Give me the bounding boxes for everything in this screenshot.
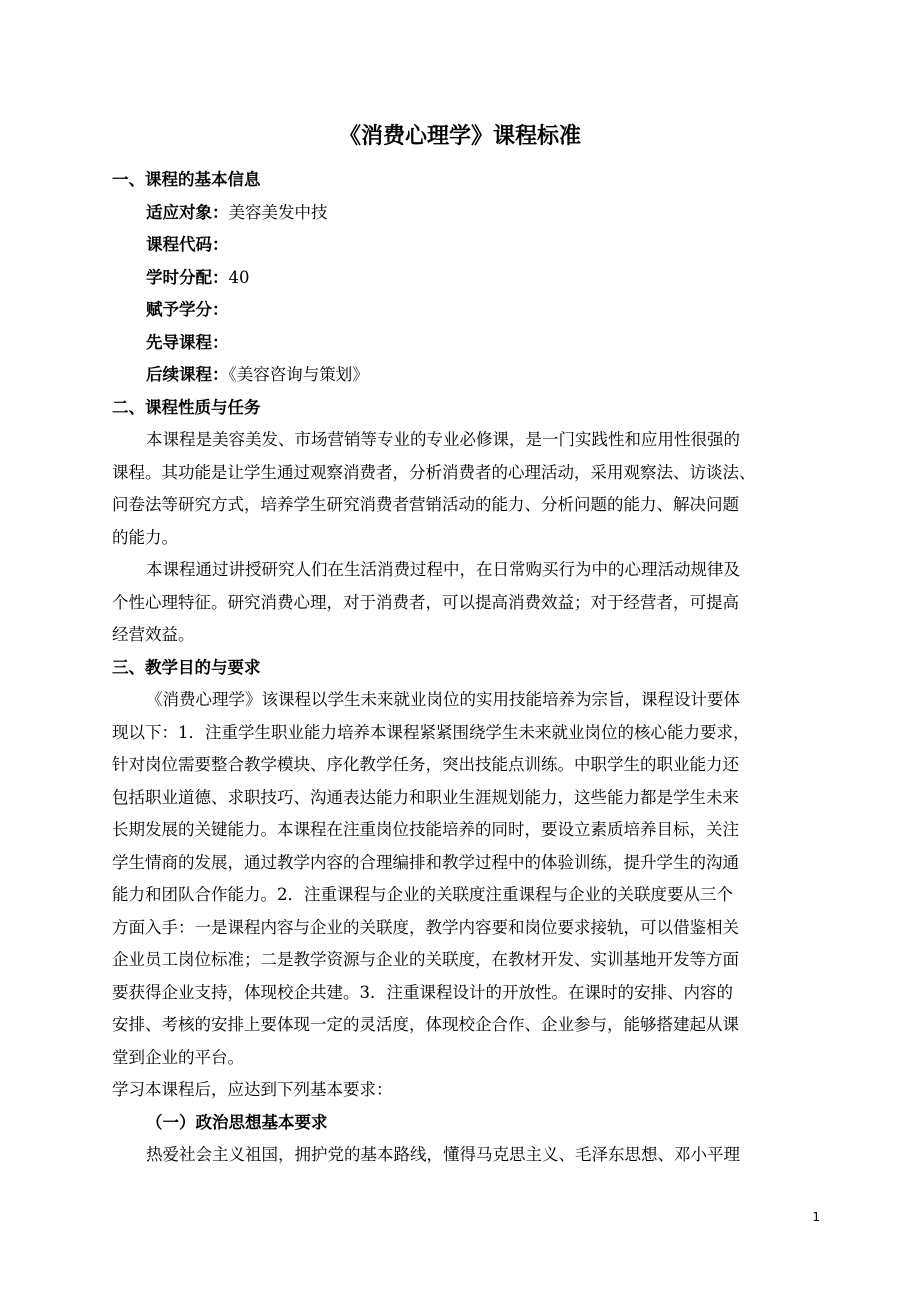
info-label: 先导课程： — [146, 332, 229, 352]
info-value: 美容美发中技 — [228, 202, 328, 222]
paragraph-line: 热爱社会主义祖国，拥护党的基本路线，懂得马克思主义、毛泽东思想、邓小平理 — [146, 1145, 740, 1164]
info-label: 适应对象： — [146, 202, 229, 222]
paragraph-line: 本课程通过讲授研究人们在生活消费过程中，在日常购买行为中的心理活动规律及 — [146, 560, 740, 579]
info-row-hours — [112, 262, 812, 295]
info-row-course-code — [112, 229, 812, 262]
paragraph-line: 的能力。 — [112, 527, 178, 547]
section-heading-nature-task: 二、课程性质与任务 — [112, 397, 261, 417]
info-label: 后续课程： — [146, 365, 229, 384]
page-number: 1 — [812, 1210, 820, 1224]
paragraph-line: 本课程是美容美发、市场营销等专业的专业必修课，是一门实践性和应用性很强的 — [146, 430, 740, 449]
info-row-follow-up — [112, 359, 812, 392]
paragraph-line: 包括职业道德、求职技巧、沟通表达能力和职业生涯规划能力，这些能力都是学生未来 — [112, 787, 739, 807]
info-label: 课程代码： — [146, 235, 229, 254]
info-label: 学时分配： — [146, 267, 229, 287]
info-value: 40 — [228, 267, 250, 287]
info-row-prerequisite — [112, 327, 812, 360]
section-heading-teaching-goals: 三、教学目的与要求 — [112, 657, 261, 677]
paragraph-line: 堂到企业的平台。 — [112, 1047, 244, 1067]
paragraph-line: 现以下：1．注重学生职业能力培养本课程紧紧围绕学生未来就业岗位的核心能力要求， — [112, 722, 750, 742]
info-row-target — [112, 197, 812, 230]
info-value: 《美容咨询与策划》 — [228, 365, 369, 384]
paragraph-line: 课程。其功能是让学生通过观察消费者，分析消费者的心理活动，采用观察法、访谈法、 — [112, 462, 756, 482]
paragraph-line: 经营效益。 — [112, 625, 195, 644]
paragraph-line: 针对岗位需要整合教学模块、序化教学任务，突出技能点训练。中职学生的职业能力还 — [112, 755, 739, 774]
document-title: 《消费心理学》课程标准 — [338, 124, 581, 149]
paragraph-line: 方面入手：一是课程内容与企业的关联度，教学内容要和岗位要求接轨，可以借鉴相关 — [112, 917, 739, 937]
paragraph-line: 企业员工岗位标准；二是教学资源与企业的关联度，在教材开发、实训基地开发等方面 — [112, 950, 739, 969]
paragraph-line: 能力和团队合作能力。2．注重课程与企业的关联度注重课程与企业的关联度要从三个 — [112, 885, 733, 904]
section-heading-basic-info: 一、课程的基本信息 — [112, 170, 261, 189]
paragraph-line: 长期发展的关键能力。本课程在注重岗位技能培养的同时，要设立素质培养目标，关注 — [112, 820, 739, 839]
info-row-credits — [112, 294, 812, 327]
paragraph-line: 《消费心理学》该课程以学生未来就业岗位的实用技能培养为宗旨，课程设计要体 — [146, 690, 740, 709]
paragraph-line: 学生情商的发展，通过教学内容的合理编排和教学过程中的体验训练，提升学生的沟通 — [112, 852, 739, 872]
paragraph-line: 要获得企业支持，体现校企共建。3．注重课程设计的开放性。在课时的安排、内容的 — [112, 982, 733, 1002]
paragraph-line: 学习本课程后，应达到下列基本要求： — [112, 1080, 393, 1099]
subsection-heading-political: （一）政治思想基本要求 — [146, 1112, 328, 1132]
paragraph-line: 安排、考核的安排上要体现一定的灵活度，体现校企合作、企业参与，能够搭建起从课 — [112, 1015, 739, 1034]
document-body — [112, 164, 812, 1172]
paragraph-line: 个性心理特征。研究消费心理，对于消费者，可以提高消费效益；对于经营者，可提高 — [112, 592, 739, 612]
info-label: 赋予学分： — [146, 300, 229, 319]
paragraph-line: 问卷法等研究方式，培养学生研究消费者营销活动的能力、分析问题的能力、解决问题 — [112, 495, 739, 514]
